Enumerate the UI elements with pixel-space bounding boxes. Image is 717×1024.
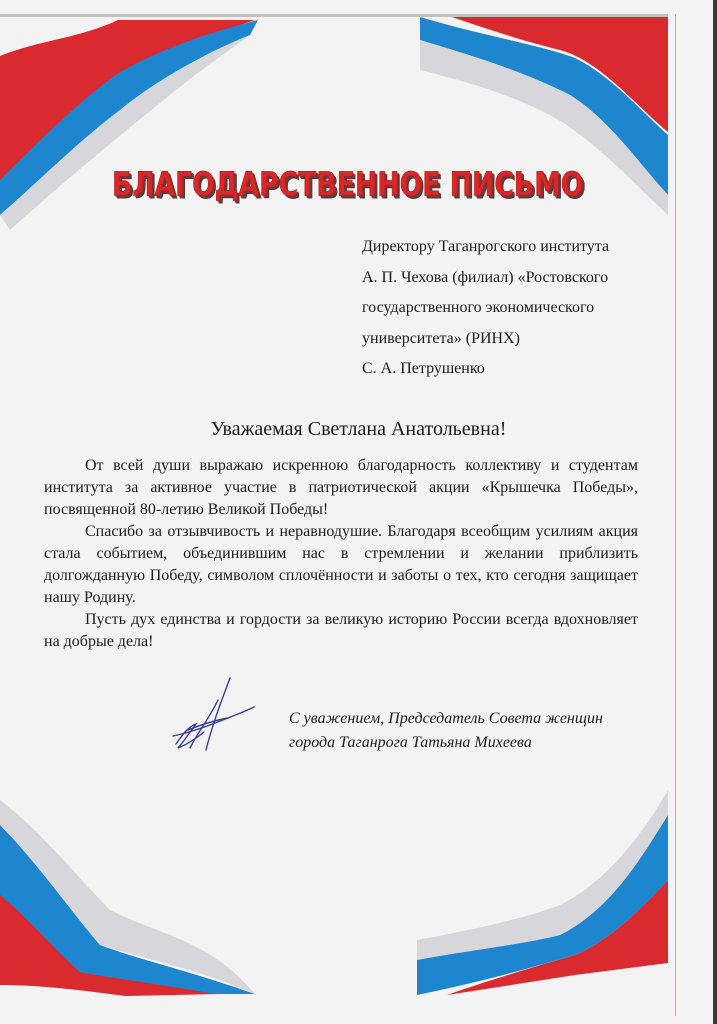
closing-line: С уважением, Председатель Совета женщин	[289, 710, 603, 727]
body-paragraph: Пусть дух единства и гордости за великую историю России всегда вдохновляет на добрые дела!	[44, 611, 638, 650]
top-border-rule	[0, 14, 668, 17]
addressee-line: государственного экономического	[362, 299, 595, 316]
closing-line: города Таганрога Татьяна Михеева	[289, 734, 532, 751]
scan-margin-line	[675, 14, 676, 1016]
addressee-line: А. П. Чехова (филиал) «Ростовского	[362, 268, 609, 286]
addressee-block	[362, 232, 609, 385]
signature-mark-icon	[168, 672, 258, 752]
flag-ribbon-bottom-right-icon	[417, 790, 668, 995]
addressee-line: университета» (РИНХ)	[362, 329, 520, 347]
scan-edge-line	[713, 0, 717, 1024]
letter-body	[44, 455, 638, 653]
body-paragraph: Спасибо за отзывчивость и неравнодушие. Благодаря всеобщим усилиям акция стала событием, объединившим нас в стремлении и желании приблизить долгожданную Победу, символом сплочённости и заботы о тех, кто сегодня защищает нашу Родину.	[44, 523, 638, 606]
letter-title: БЛАГОДАРСТВЕННОЕ ПИСЬМО	[112, 166, 584, 204]
greeting: Уважаемая Светлана Анатольевна!	[210, 418, 507, 440]
addressee-line: С. А. Петрушенко	[362, 360, 485, 377]
body-paragraph: От всей души выражаю искренною благодарность коллективу и студентам института за активное участие в патриотической акции «Крышечка Победы», посвященной 80-летию Великой Победы!	[44, 457, 638, 518]
addressee-line: Директору Таганрогского института	[362, 238, 610, 255]
flag-ribbon-bottom-left-icon	[0, 800, 255, 996]
closing-signature-text	[289, 707, 603, 755]
